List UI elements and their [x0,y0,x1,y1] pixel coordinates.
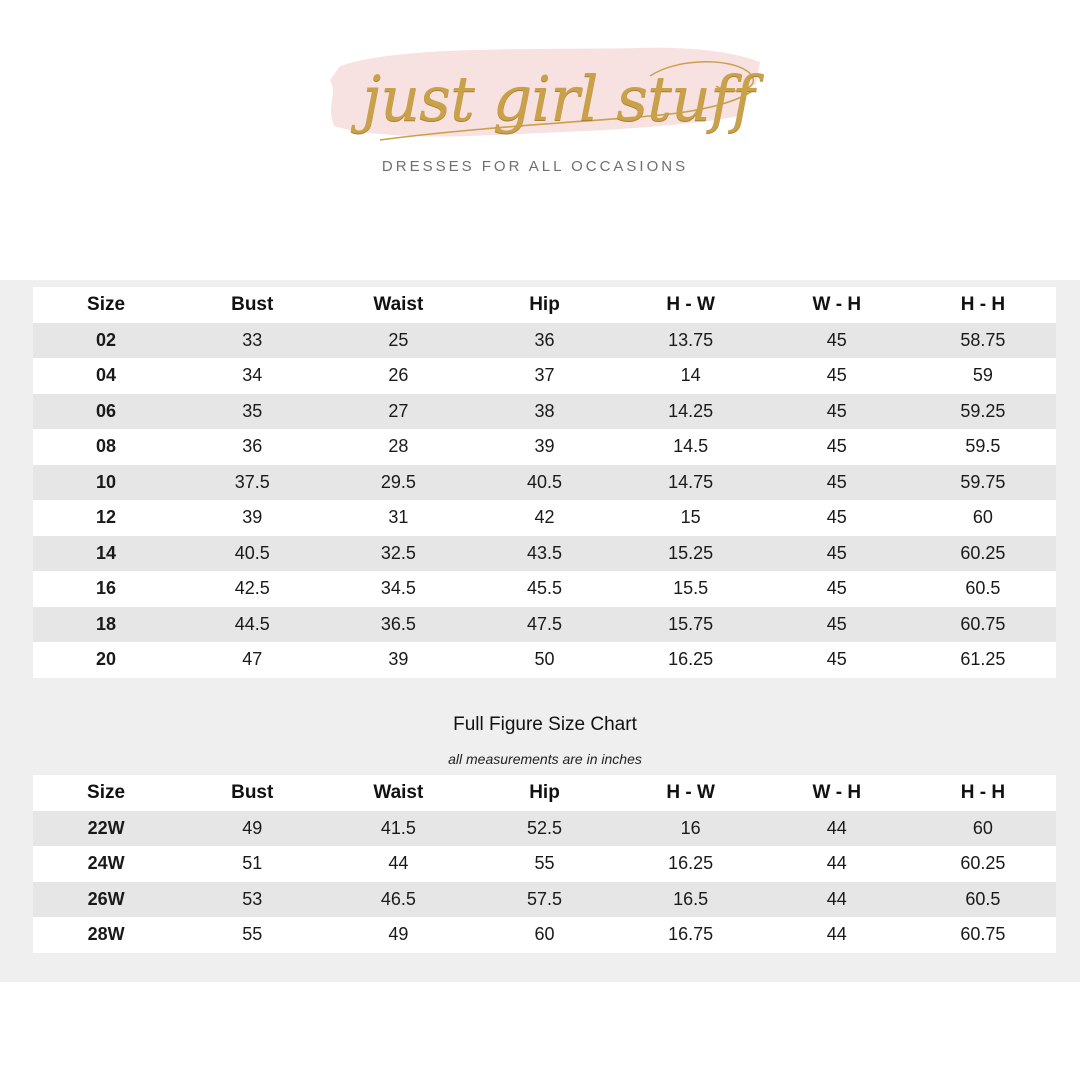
cell-waist: 36.5 [380,613,416,634]
cell-hip: 40.5 [526,471,563,492]
cell-waist: 25 [388,329,409,350]
cell-h-h: 60.75 [960,924,1006,945]
cell-size: 02 [96,329,117,350]
cell-waist: 49 [388,924,409,945]
cell-h-w: 16 [680,817,701,838]
cell-w-h: 45 [826,365,847,386]
col-header-bust: Bust [231,293,274,315]
cell-hip: 39 [534,436,555,457]
cell-w-h: 45 [826,400,847,421]
cell-size: 04 [96,365,117,386]
cell-h-h: 60.25 [960,542,1006,563]
cell-size: 14 [96,542,117,563]
standard-size-table [33,287,1056,678]
cell-waist: 26 [388,365,409,386]
col-header-h-h: H - H [960,293,1006,315]
cell-bust: 42.5 [234,578,270,599]
table-row [33,607,1056,643]
cell-size: 16 [96,578,117,599]
cell-h-h: 59.75 [960,471,1006,492]
cell-h-w: 16.5 [673,888,709,909]
cell-bust: 53 [242,888,263,909]
measurement-units-note: all measurements are in inches [448,751,642,767]
cell-h-w: 16.25 [668,853,714,874]
table-row [33,571,1056,607]
cell-waist: 31 [388,507,409,528]
cell-bust: 39 [242,507,263,528]
table-row [33,846,1056,882]
table-row [33,811,1056,847]
cell-h-w: 15.25 [668,542,714,563]
table-row [33,429,1056,465]
cell-hip: 47.5 [526,613,563,634]
cell-bust: 36 [242,436,263,457]
cell-w-h: 45 [826,542,847,563]
full-figure-title: Full Figure Size Chart [453,714,637,735]
cell-bust: 51 [242,853,263,874]
col-header-hip: Hip [529,293,560,315]
cell-h-w: 16.25 [668,649,714,670]
cell-w-h: 45 [826,613,847,634]
cell-h-h: 60.75 [960,613,1006,634]
cell-w-h: 45 [826,329,847,350]
table-row [33,642,1056,678]
cell-waist: 29.5 [380,471,416,492]
cell-bust: 33 [242,329,263,350]
cell-h-h: 58.75 [960,329,1006,350]
cell-waist: 28 [388,436,409,457]
brand-logo [320,36,770,186]
cell-hip: 43.5 [526,542,563,563]
logo-script-text: just girl stuff [362,62,754,135]
cell-bust: 40.5 [234,542,270,563]
table-row [33,500,1056,536]
cell-h-h: 60.5 [965,578,1001,599]
col-header-h-w: H - W [666,781,715,803]
cell-waist: 46.5 [380,888,416,909]
table-header-row [33,775,1056,811]
cell-w-h: 45 [826,471,847,492]
cell-size: 20 [96,649,117,670]
cell-waist: 32.5 [380,542,416,563]
cell-h-w: 15 [680,507,701,528]
col-header-waist: Waist [373,293,424,315]
cell-w-h: 45 [826,578,847,599]
full-figure-size-table [33,775,1056,953]
full-figure-size-rows [33,811,1056,953]
cell-size: 24W [87,853,125,874]
cell-waist: 34.5 [380,578,416,599]
cell-h-h: 59 [972,365,993,386]
col-header-w-h: W - H [812,293,862,315]
col-header-w-h: W - H [812,781,862,803]
cell-hip: 55 [534,853,555,874]
table-row [33,465,1056,501]
table-row [33,323,1056,359]
col-header-size: Size [87,781,126,803]
cell-h-h: 61.25 [960,649,1006,670]
col-header-h-h: H - H [960,781,1006,803]
cell-size: 18 [96,613,117,634]
cell-h-w: 13.75 [668,329,714,350]
cell-hip: 38 [534,400,555,421]
col-header-h-w: H - W [666,293,715,315]
cell-h-w: 14.5 [673,436,709,457]
cell-bust: 35 [242,400,263,421]
cell-size: 22W [87,817,125,838]
table-header-row [33,287,1056,323]
cell-h-h: 59.5 [965,436,1001,457]
cell-h-h: 60.5 [965,888,1001,909]
cell-bust: 34 [242,365,263,386]
cell-size: 26W [87,888,125,909]
cell-h-w: 14.75 [668,471,714,492]
cell-w-h: 44 [826,853,847,874]
cell-w-h: 45 [826,436,847,457]
cell-hip: 42 [534,507,555,528]
table-row [33,358,1056,394]
cell-w-h: 45 [826,649,847,670]
table-row [33,394,1056,430]
cell-hip: 60 [534,924,555,945]
col-header-hip: Hip [529,781,560,803]
table-row [33,917,1056,953]
cell-size: 10 [96,471,117,492]
cell-h-h: 60 [972,507,993,528]
cell-h-w: 15.75 [668,613,714,634]
cell-waist: 27 [388,400,409,421]
cell-hip: 37 [534,365,555,386]
cell-w-h: 44 [826,924,847,945]
cell-size: 12 [96,507,117,528]
cell-bust: 49 [242,817,263,838]
cell-waist: 44 [388,853,409,874]
cell-hip: 36 [534,329,555,350]
cell-h-w: 16.75 [668,924,714,945]
cell-bust: 47 [242,649,263,670]
cell-hip: 57.5 [526,888,563,909]
cell-h-w: 15.5 [673,578,709,599]
cell-hip: 45.5 [526,578,563,599]
cell-size: 28W [87,924,125,945]
logo-tagline: DRESSES FOR ALL OCCASIONS [381,158,689,175]
col-header-bust: Bust [231,781,274,803]
standard-size-rows [33,323,1056,678]
table-row [33,882,1056,918]
cell-h-w: 14 [680,365,701,386]
cell-hip: 52.5 [526,817,563,838]
cell-waist: 41.5 [380,817,416,838]
cell-waist: 39 [388,649,409,670]
cell-w-h: 44 [826,817,847,838]
cell-bust: 37.5 [234,471,270,492]
table-row [33,536,1056,572]
cell-bust: 44.5 [234,613,270,634]
cell-h-h: 60.25 [960,853,1006,874]
size-chart-panel [0,280,1080,982]
cell-w-h: 45 [826,507,847,528]
col-header-size: Size [87,293,126,315]
cell-hip: 50 [534,649,555,670]
cell-w-h: 44 [826,888,847,909]
cell-h-h: 60 [972,817,993,838]
cell-h-w: 14.25 [668,400,714,421]
cell-size: 08 [96,436,117,457]
col-header-waist: Waist [373,781,424,803]
cell-bust: 55 [242,924,263,945]
cell-size: 06 [96,400,117,421]
cell-h-h: 59.25 [960,400,1006,421]
